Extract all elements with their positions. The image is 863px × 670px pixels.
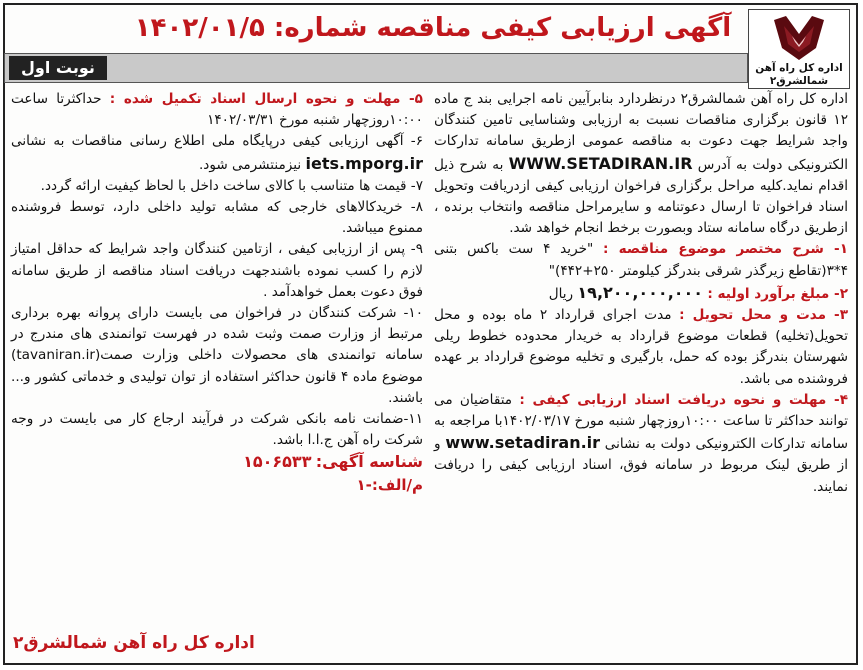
notice-title: آگهی ارزیابی کیفی مناقصه شماره: ۱۴۰۲/۰۱/۵ <box>134 13 732 43</box>
notice-id-value: ۱۵۰۶۵۳۳ <box>243 452 312 472</box>
intro-paragraph <box>434 89 848 239</box>
intro-text: اداره کل راه آهن شمالشرق۲ درنظردارد بنابرآیین نامه اجرایی بند ج ماده ۱۲ قانون برگزاری مناقصات نسبت به ارزیابی وشناسایی تامین کنندگان واجد شرایط جهت دعوت به مناقصه عمومی ازطریق سامانه تدارکات الکترونیکی دولت به آدرس <box>434 91 849 173</box>
item-9: ۹- پس از ارزیابی کیفی ، ازتامین کنندگان واجد شرایط که حداقل امتیاز لازم را کسب نموده باشندجهت دریافت اسناد مناقصه از طریق سامانه فوق دعوت بعمل خواهدآمد . <box>11 241 423 300</box>
item-7: ۷- قیمت ها متناسب با کالای ساخت داخل با لحاظ کیفیت ارائه گردد. <box>40 177 423 194</box>
item-4-rest-text: و از طریق لینک مربوط در سامانه فوق، اسناد ارزیابی کیفی را دریافت نمایند. <box>434 436 848 495</box>
item-3-heading: ۳- مدت و محل تحویل : <box>679 307 848 324</box>
notice-frame <box>3 3 858 665</box>
item-6-website: iets.mporg.ir <box>305 153 423 173</box>
notice-id <box>11 451 423 474</box>
item-5-heading: ۵- مهلت و نحوه ارسال اسناد تکمیل شده : <box>109 91 423 107</box>
footer-org: اداره کل راه آهن شمالشرق۲ <box>13 633 255 653</box>
item-1 <box>434 239 848 281</box>
item-10: ۱۰- شرکت کنندگان در فراخوان می بایست دارای پروانه بهره برداری مرتبط از وزارت صمت وثبت شده در فهرست توانمندی های مندرج در سامانه توانمندی های محصولات داخلی وزارت صمت(tavaniran.ir) موضوع ماده ۴ قانون حداکثر استفاده از توان تولیدی و خدماتی کشور و... باشند. <box>11 305 423 406</box>
item-6-rest-text: نیزمنتشرمی شود. <box>198 156 302 173</box>
railway-emblem-icon <box>770 14 828 62</box>
item-2-amount: ۱۹,۲۰۰,۰۰۰,۰۰۰ <box>577 282 704 302</box>
item-1-text: "خرید ۴ ست باکس بتنی ۴*۳(تقاطع زیرگذر شرقی بندرگز کیلومتر ۲۵۰+۴۴۲)" <box>434 241 848 279</box>
item-4-heading: ۴- مهلت و نحوه دریافت اسناد ارزیابی کیفی : <box>519 391 848 408</box>
right-column <box>434 89 848 498</box>
intro-rest-text: به شرح ذیل اقدام نماید.کلیه مراحل برگزاری فراخوان ارزیابی کیفی ازدریافت وتحویل اسناد فراخوان تا ارسال دعوتنامه و سایرمراحل مناقصه وانتخاب برنده ، ازطریق درگاه سامانه ستاد وبصورت برخط انجام خواهد شد. <box>434 156 848 237</box>
turn-label: نوبت اول <box>9 56 107 80</box>
item-3 <box>434 305 848 390</box>
item-4 <box>434 390 848 498</box>
item-1-heading: ۱- شرح مختصر موضوع مناقصه : <box>603 241 848 258</box>
item-5-text: حداکثرتا ساعت ۱۰:۰۰روزچهار شنبه مورخ ۱۴۰۲/۰۳/۳۱ <box>11 91 423 129</box>
item-6-text: ۶- آگهی ارزیابی کیفی درپایگاه ملی اطلاع رسانی مناقصات به نشانی <box>11 133 423 150</box>
item-5 <box>11 89 423 131</box>
item-2-heading: ۲- مبلغ برآورد اولیه : <box>707 285 848 302</box>
item-3-text: مدت اجرای قرارداد ۲ ماه بوده و محل تحویل(تخلیه) قطعات موضوع قرارداد به خریدار محدوده خطوط ریلی شهرستان بندرگز بوده که حمل، بارگیری و تخلیه موضوع قرارداد بر عهده فروشنده می باشد. <box>434 307 848 387</box>
item-8: ۸- خریدکالاهای خارجی که مشابه تولید داخلی دارد، توسط فروشنده ممنوع میباشد. <box>11 199 423 237</box>
notice-id-label: شناسه آگهی: <box>315 452 423 472</box>
item-11: ۱۱-ضمانت نامه بانکی شرکت در فرآیند ارجاع کار می بایست در وجه شرکت راه آهن ج.ا.ا باشد. <box>11 411 423 449</box>
item-4-website: www.setadiran.ir <box>445 433 601 453</box>
turn-bar <box>4 53 748 83</box>
item-2 <box>434 282 848 305</box>
item-6 <box>11 131 423 175</box>
reference-code: م/الف:-۱ <box>356 475 423 494</box>
item-4-text: متقاضیان می توانند حداکثر تا ساعت ۱۰:۰۰روزچهار شنبه مورخ ۱۴۰۲/۰۳/۱۷با مراجعه به سامانه تدارکات الکترونیکی دولت به نشانی <box>434 391 848 453</box>
left-column <box>11 89 423 496</box>
item-2-unit: ریال <box>548 285 574 302</box>
logo-org-name: اداره کل راه آهن شمالشرق۲ <box>755 62 843 87</box>
intro-website: WWW.SETADIRAN.IR <box>508 153 693 173</box>
logo <box>748 9 850 89</box>
